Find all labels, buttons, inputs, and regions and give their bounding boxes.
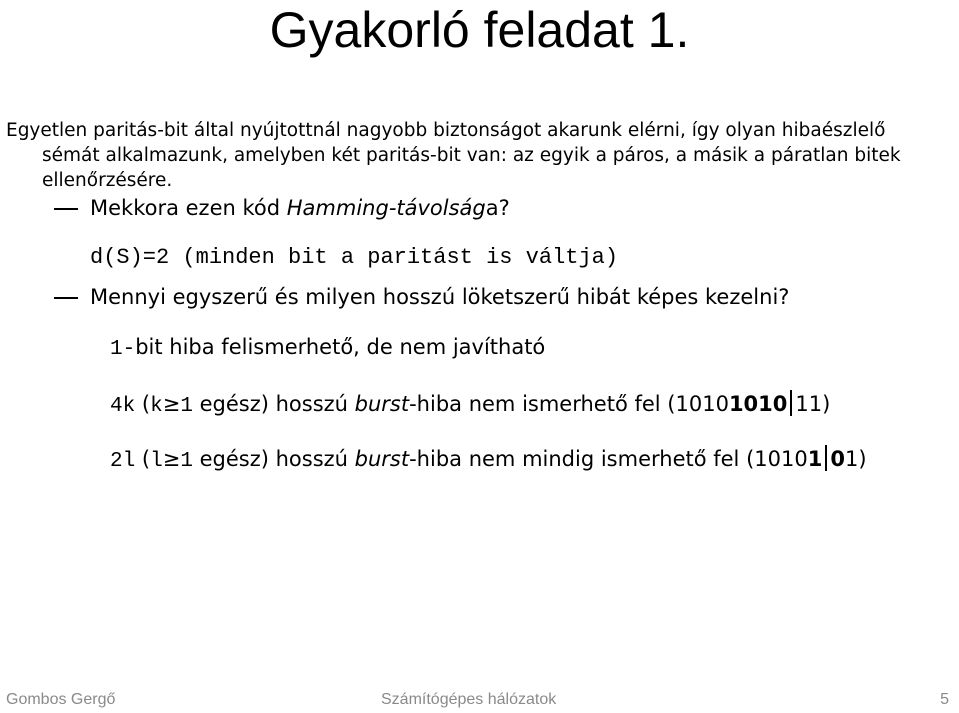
answer-3-paren: ( xyxy=(135,392,151,416)
answer-4-code: 2l xyxy=(110,450,136,473)
answer-1: d(S)=2 (minden bit a paritást is váltja) xyxy=(90,245,619,270)
answer-4-text3: 1) xyxy=(844,447,867,471)
intro-paragraph xyxy=(6,118,954,193)
question-2: Mennyi egyszerű és milyen hosszú löketszerű hibát képes kezelni? xyxy=(90,285,790,309)
answer-3 xyxy=(110,390,830,420)
answer-3-code: 4k xyxy=(110,395,136,418)
bullet-dash-2 xyxy=(54,297,78,299)
bullet-dash-1 xyxy=(54,208,78,210)
question-1-prefix: Mekkora ezen kód xyxy=(90,196,287,220)
answer-4-one: 1 xyxy=(180,450,193,473)
answer-3-ge: ≥ xyxy=(162,392,181,416)
question-1-suffix: a? xyxy=(485,196,510,220)
answer-3-italic: burst xyxy=(354,392,410,416)
footer-page-number: 5 xyxy=(940,691,949,708)
footer-course: Számítógépes hálózatok xyxy=(381,691,557,708)
answer-2-text: bit hiba felismerhető, de nem javítható xyxy=(135,335,546,359)
question-1-italic: Hamming-távolság xyxy=(286,196,486,220)
intro-line-2: sémát alkalmazunk, amelyben két paritás-bit van: az egyik a páros, a másik a páratlan bitek xyxy=(42,145,901,166)
intro-line-3: ellenőrzésére. xyxy=(42,170,173,191)
answer-3-var: k xyxy=(150,395,163,418)
answer-4-ge: ≥ xyxy=(162,447,181,471)
answer-4-paren: ( xyxy=(135,447,151,471)
separator-bar xyxy=(825,445,827,471)
answer-4-italic: burst xyxy=(354,447,410,471)
answer-2 xyxy=(110,334,545,363)
question-1 xyxy=(90,195,510,221)
answer-3-text1: egész) hosszú xyxy=(192,392,355,416)
answer-4-bold-2: 0 xyxy=(830,447,845,471)
answer-4-var: l xyxy=(150,450,163,473)
separator-bar xyxy=(790,390,792,416)
answer-3-text2: -hiba nem ismerhető fel (1010 xyxy=(409,392,729,416)
answer-4 xyxy=(110,445,867,475)
answer-3-text3: 11) xyxy=(795,392,831,416)
intro-line-1: Egyetlen paritás-bit által nyújtottnál nagyobb biztonságot akarunk elérni, így olyan hibaészlelő xyxy=(6,120,886,141)
answer-4-bold-1: 1 xyxy=(807,447,823,471)
answer-3-one: 1 xyxy=(180,395,193,418)
slide-title: Gyakorló feladat 1. xyxy=(269,2,690,58)
answer-4-text1: egész) hosszú xyxy=(192,447,355,471)
answer-4-text2: -hiba nem mindig ismerhető fel (1010 xyxy=(409,447,808,471)
footer-author: Gombos Gergő xyxy=(6,691,116,708)
answer-3-bold: 1010 xyxy=(728,392,788,416)
answer-2-code: 1- xyxy=(110,338,136,361)
